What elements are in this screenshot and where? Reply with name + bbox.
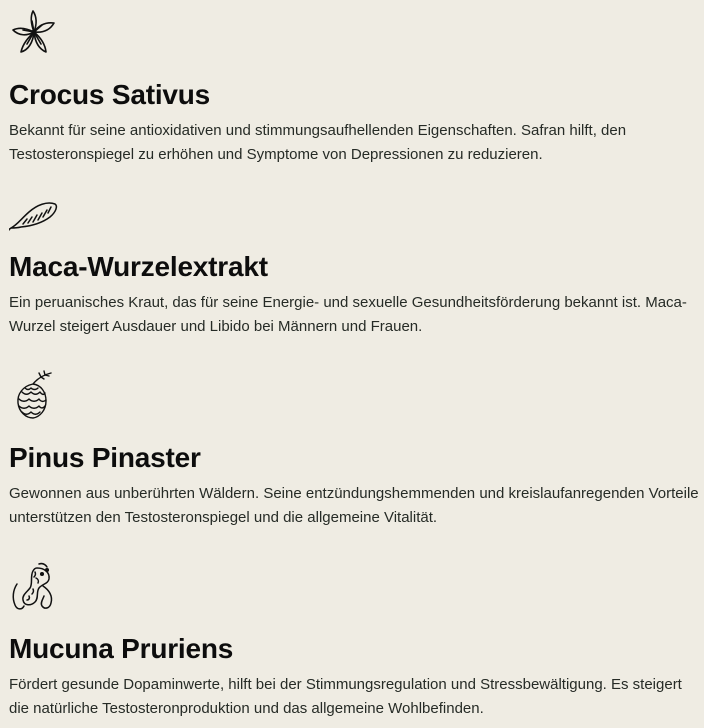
ingredient-mucuna-pruriens [9,562,699,721]
ingredient-title: Maca-Wurzelextrakt [9,251,268,282]
ingredient-crocus-sativus [9,8,699,167]
ingredient-description: Bekannt für seine antioxidativen und stimmungsaufhellenden Eigenschaften. Safran hilft, den Testosteronspiegel zu erhöhen und Symptome von Depressionen zu reduzieren. [9,122,627,163]
ingredient-maca [9,195,699,339]
ingredient-title: Pinus Pinaster [9,442,201,473]
ingredient-title: Mucuna Pruriens [9,633,234,664]
maca-root-icon [9,195,59,235]
pine-cone-icon [9,370,59,420]
ingredient-pinus-pinaster [9,370,699,530]
ingredient-title: Crocus Sativus [9,79,211,110]
ingredient-description: Gewonnen aus unberührten Wäldern. Seine entzündungshemmenden und kreislaufanregenden Vorteile unterstützen den Testosteronspiegel und die allgemeine Vitalität. [9,485,699,526]
lily-flower-icon [9,8,59,58]
bean-pods-icon [9,562,59,612]
ingredient-description: Ein peruanisches Kraut, das für seine Energie- und sexuelle Gesundheitsförderung bekannt ist. Maca-Wurzel steigert Ausdauer und Libido bei Männern und Frauen. [9,294,687,335]
ingredient-description: Fördert gesunde Dopaminwerte, hilft bei der Stimmungsregulation und Stressbewältigung. Es steigert die natürliche Testosteronproduktion und das allgemeine Wohlbefinden. [9,676,682,717]
